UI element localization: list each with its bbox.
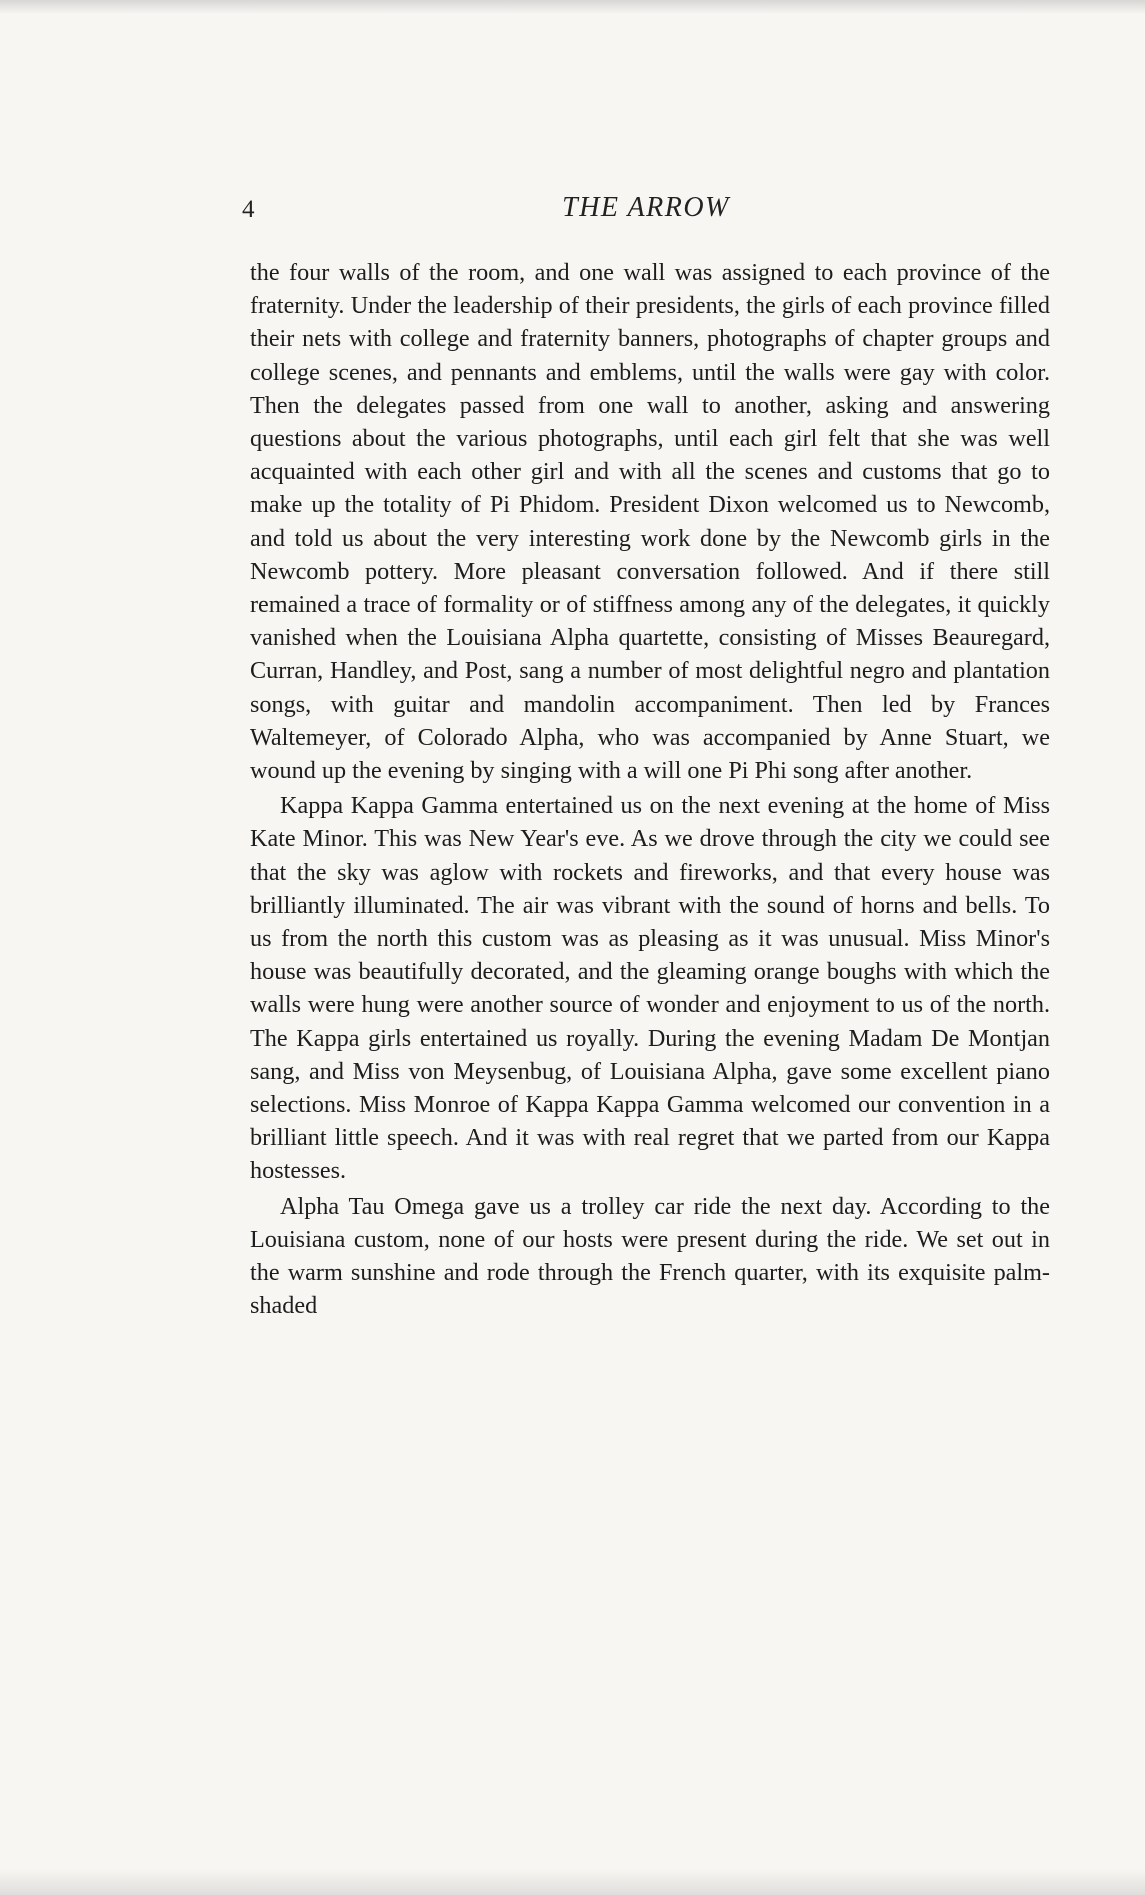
paragraph-kappa-kappa-gamma: Kappa Kappa Gamma entertained us on the next evening at the home of Miss Kate Minor. This was New Year's eve. As we drove through the city we could see that the sky was aglow with rockets and fireworks, and that every house was brilliantly illuminated. The air was vibrant with the sound of horns and bells. To us from the north this custom was as pleasing as it was unusual. Miss Minor's house was beautifully decorated, and the gleaming orange boughs with which the walls were hung were another source of wonder and enjoyment to us of the north. The Kappa girls entertained us royally. During the evening Madam De Montjan sang, and Miss von Meysenbug, of Louisiana Alpha, gave some excellent piano selections. Miss Monroe of Kappa Kappa Gamma welcomed our convention in a brilliant little speech. And it was with real regret that we parted from our Kappa hostesses. (250, 792, 1050, 1185)
running-title: THE ARROW (562, 192, 730, 223)
paragraph-alpha-tau-omega: Alpha Tau Omega gave us a trolley car ride the next day. According to the Louisiana custom, none of our hosts were present during the ride. We set out in the warm sunshine and rode through the French quarter, with its exquisite palm-shaded (250, 1192, 1050, 1320)
page-number: 4 (242, 196, 255, 223)
scan-bottom-edge (0, 1869, 1145, 1895)
body-text (250, 256, 1050, 1323)
page-header (242, 192, 1050, 232)
scan-edge-shadow (0, 0, 1145, 14)
paragraph-continued: the four walls of the room, and one wall was assigned to each province of the fraternity. Under the leadership of their presidents, the girls of each province filled their nets with college and fraternity banners, photographs of chapter groups and college scenes, and pennants and emblems, until the walls were gay with color. Then the delegates passed from one wall to another, asking and answering questions about the various photographs, until each girl felt that she was well acquainted with each other girl and with all the scenes and customs that go to make up the totality of Pi Phidom. President Dixon welcomed us to Newcomb, and told us about the very interesting work done by the Newcomb girls in the Newcomb pottery. More pleasant conversation followed. And if there still remained a trace of formality or of stiffness among any of the delegates, it quickly vanished when the Louisiana Alpha quartette, consisting of Misses Beauregard, Curran, Handley, and Post, sang a number of most delightful negro and plantation songs, with guitar and mandolin accompaniment. Then led by Frances Waltemeyer, of Colorado Alpha, who was accompanied by Anne Stuart, we wound up the evening by singing with a will one Pi Phi song after another. (250, 259, 1050, 785)
